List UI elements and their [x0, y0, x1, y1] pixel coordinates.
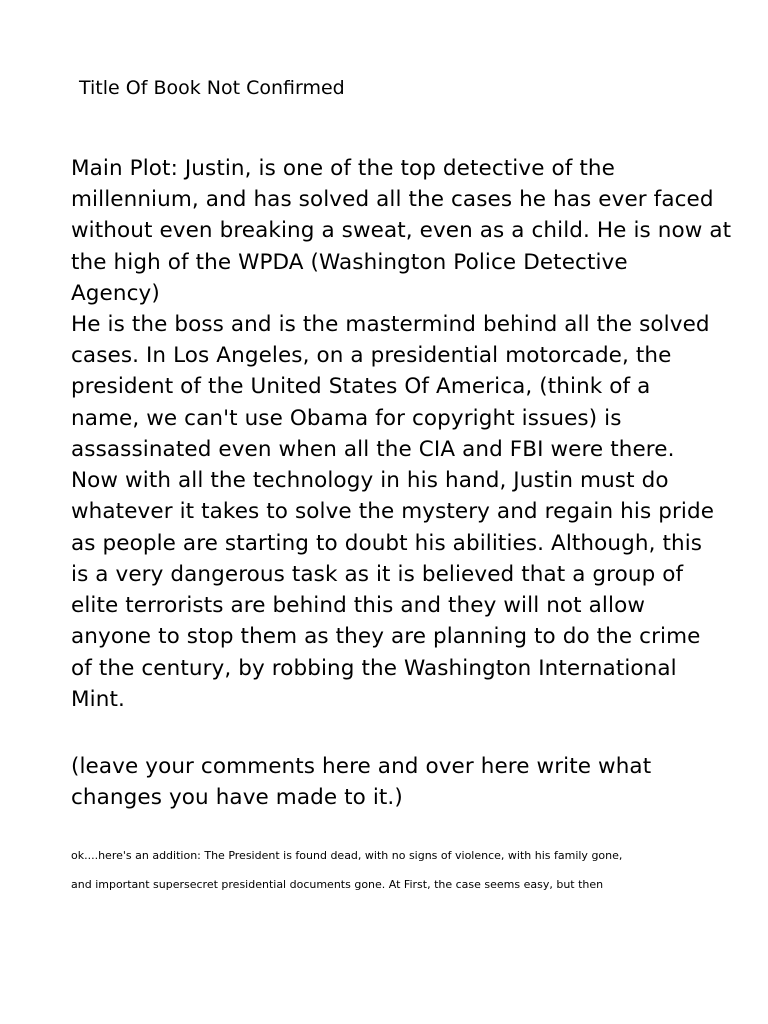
plot-line: anyone to stop them as they are planning to do the crime: [71, 624, 701, 649]
plot-line: as people are starting to doubt his abilities. Although, this: [71, 531, 703, 556]
comment-line: changes you have made to it.): [71, 785, 403, 810]
plot-line: the high of the WPDA (Washington Police Detective: [71, 250, 628, 275]
plot-line: elite terrorists are behind this and they will not allow: [71, 593, 646, 618]
plot-line: Mint.: [71, 687, 125, 712]
plot-line: Main Plot: Justin, is one of the top detective of the: [71, 156, 615, 181]
plot-line: Agency): [71, 281, 160, 306]
plot-line: whatever it takes to solve the mystery and regain his pride: [71, 499, 715, 524]
plot-line: millennium, and has solved all the cases he has ever faced: [71, 187, 714, 212]
plot-line: president of the United States Of America, (think of a: [71, 374, 651, 399]
plot-line: is a very dangerous task as it is believed that a group of: [71, 562, 684, 587]
addition-line: ok....here's an addition: The President is found dead, with no signs of violence, with his family gone,: [71, 849, 623, 862]
plot-line: assassinated even when all the CIA and FBI were there.: [71, 437, 675, 462]
comment-line: (leave your comments here and over here write what: [71, 754, 652, 779]
addition-line: and important supersecret presidential documents gone. At First, the case seems easy, but then: [71, 878, 604, 891]
document-title: Title Of Book Not Confirmed: [79, 77, 345, 99]
plot-line: Now with all the technology in his hand, Justin must do: [71, 468, 669, 493]
plot-line: He is the boss and is the mastermind behind all the solved: [71, 312, 710, 337]
plot-line: of the century, by robbing the Washington International: [71, 656, 677, 681]
plot-line: cases. In Los Angeles, on a presidential motorcade, the: [71, 343, 672, 368]
plot-line: name, we can't use Obama for copyright issues) is: [71, 406, 622, 431]
plot-line: without even breaking a sweat, even as a child. He is now at: [71, 218, 732, 243]
